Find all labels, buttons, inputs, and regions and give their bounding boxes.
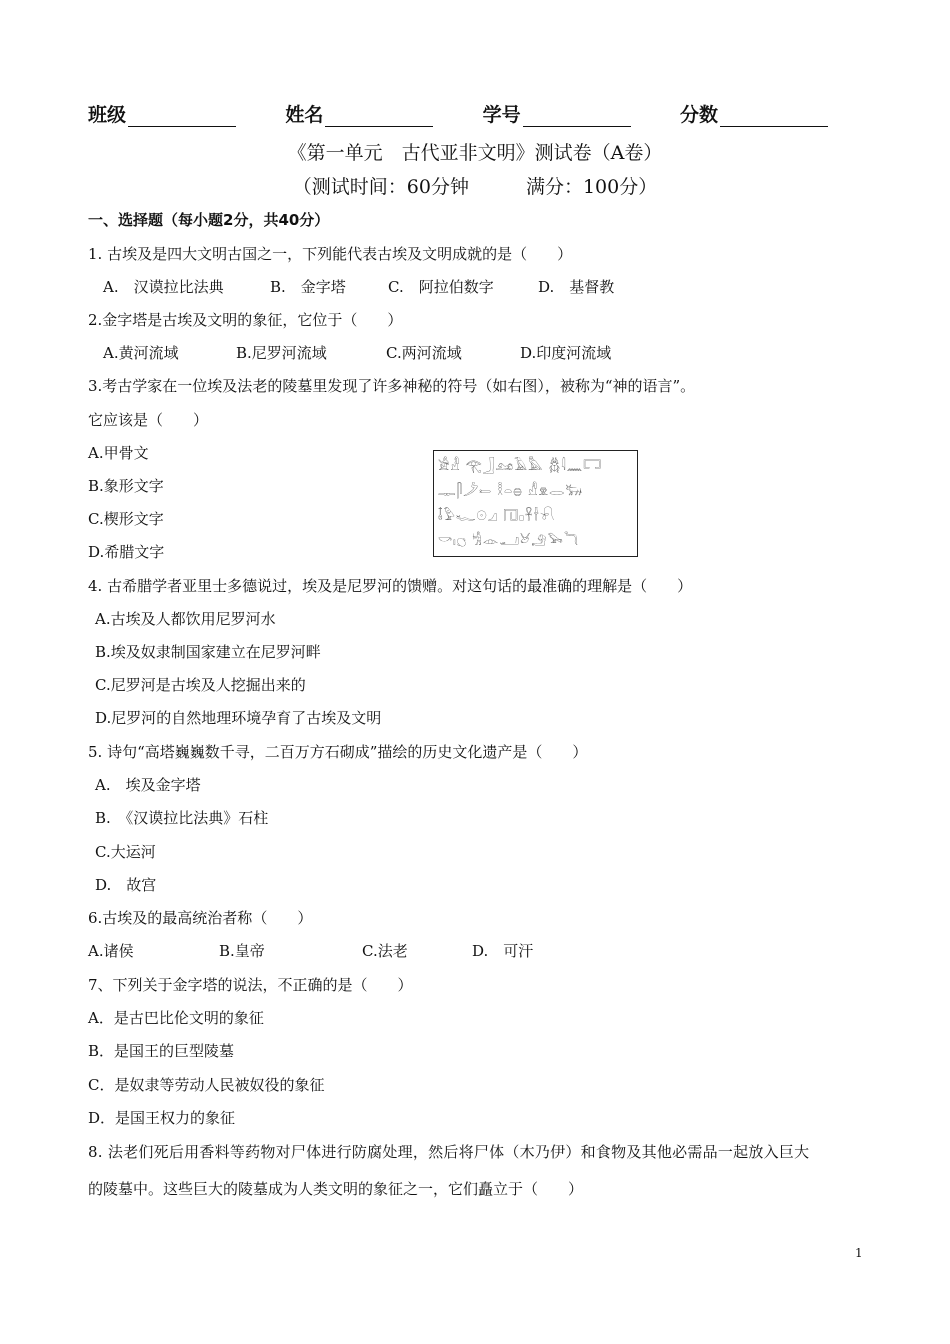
page-title: 《第一单元 古代亚非文明》测试卷（A卷） — [287, 142, 663, 164]
question-3-option-b[interactable]: B.象形文字 — [88, 477, 164, 495]
name-label: 姓名 — [285, 104, 324, 126]
question-7-option-b[interactable]: B．是国王的巨型陵墓 — [88, 1042, 235, 1060]
question-6-options — [88, 941, 533, 961]
question-1-stem: 1. 古埃及是四大文明古国之一，下列能代表古埃及文明成就的是（ ） — [88, 245, 573, 263]
hieroglyph-row: 𓀀𓁐 𓂀𓃀𓃭𓄿𓅓 𓆣𓇋𓈖𓉐 — [438, 459, 603, 474]
question-5-option-b[interactable]: B. 《汉谟拉比法典》石柱 — [95, 809, 269, 827]
page-subtitle: （测试时间：60分钟 满分：100分） — [292, 176, 658, 198]
question-7-option-a[interactable]: A．是古巴比伦文明的象征 — [88, 1009, 264, 1027]
id-label: 学号 — [482, 104, 521, 126]
hieroglyph-row: 𓎡𓏤𓐎 𓀜𓁹𓂝𓃾𓄂𓅨𓆓 — [438, 534, 579, 549]
question-3-option-d[interactable]: D.希腊文字 — [88, 543, 165, 561]
class-field — [88, 100, 236, 127]
student-info-header — [88, 100, 828, 127]
option-a[interactable]: A. 汉谟拉比法典 — [103, 278, 224, 296]
page-number: 1 — [855, 1246, 863, 1260]
hieroglyph-image — [433, 450, 638, 557]
question-4-option-c[interactable]: C.尼罗河是古埃及人挖掘出来的 — [95, 676, 306, 694]
question-3-option-c[interactable]: C.楔形文字 — [88, 510, 164, 528]
question-3-stem: 3.考古学家在一位埃及法老的陵墓里发现了许多神秘的符号（如右图），被称为“神的语言”。 — [88, 377, 696, 395]
question-5-stem: 5. 诗句“高塔巍巍数千寻，二百万方石砌成”描绘的历史文化遗产是（ ） — [88, 743, 588, 761]
question-3-option-a[interactable]: A.甲骨文 — [88, 444, 149, 462]
option-d[interactable]: D. 可汗 — [472, 942, 534, 960]
question-2-options — [103, 343, 611, 363]
option-d[interactable]: D.印度河流域 — [520, 344, 612, 362]
question-4-stem: 4. 古希腊学者亚里士多德说过，埃及是尼罗河的馈赠。对这句话的最准确的理解是（ ） — [88, 577, 693, 595]
question-5-option-a[interactable]: A. 埃及金字塔 — [95, 776, 201, 794]
option-b[interactable]: B.尼罗河流域 — [236, 344, 327, 362]
question-5-option-d[interactable]: D. 故宫 — [95, 876, 157, 894]
hieroglyph-row: 𓊃𓋴𓌳𓍿 𓎛𓏏𓐍 𓀭𓁷𓂋𓃒 — [438, 484, 583, 499]
hieroglyph-row: 𓄤𓅱𓆑𓇳𓈎 𓉔𓊪𓋹𓌂𓍯 — [438, 509, 556, 524]
question-7-option-d[interactable]: D．是国王权力的象征 — [88, 1109, 236, 1127]
option-a[interactable]: A.诸侯 — [88, 942, 134, 960]
class-blank[interactable] — [128, 106, 236, 127]
option-b[interactable]: B. 金字塔 — [270, 278, 346, 296]
name-blank[interactable] — [325, 106, 433, 127]
question-8-stem: 8. 法老们死后用香料等药物对尸体进行防腐处理，然后将尸体（木乃伊）和食物及其他必需品一起放入巨大 — [88, 1143, 810, 1161]
question-2-stem: 2.金字塔是古埃及文明的象征，它位于（ ） — [88, 311, 403, 329]
question-8-stem-cont: 的陵墓中。这些巨大的陵墓成为人类文明的象征之一，它们矗立于（ ） — [88, 1180, 584, 1198]
question-3-stem-cont: 它应该是（ ） — [88, 411, 209, 429]
question-7-option-c[interactable]: C．是奴隶等劳动人民被奴役的象征 — [88, 1076, 325, 1094]
id-field — [483, 100, 631, 127]
score-field — [680, 100, 828, 127]
question-4-option-a[interactable]: A.古埃及人都饮用尼罗河水 — [95, 610, 276, 628]
question-4-option-d[interactable]: D.尼罗河的自然地理环境孕育了古埃及文明 — [95, 709, 382, 727]
score-label: 分数 — [679, 104, 718, 126]
option-c[interactable]: C.两河流域 — [386, 344, 462, 362]
option-a[interactable]: A.黄河流域 — [103, 344, 179, 362]
option-d[interactable]: D. 基督教 — [538, 278, 615, 296]
option-b[interactable]: B.皇帝 — [219, 942, 265, 960]
question-1-options — [103, 277, 614, 297]
question-6-stem: 6.古埃及的最高统治者称（ ） — [88, 909, 313, 927]
section-heading: 一、选择题（每小题2分，共40分） — [88, 211, 330, 229]
option-c[interactable]: C.法老 — [362, 942, 408, 960]
name-field — [285, 100, 433, 127]
score-blank[interactable] — [720, 106, 828, 127]
question-7-stem: 7、下列关于金字塔的说法，不正确的是（ ） — [88, 976, 413, 994]
id-blank[interactable] — [523, 106, 631, 127]
question-4-option-b[interactable]: B.埃及奴隶制国家建立在尼罗河畔 — [95, 643, 321, 661]
question-5-option-c[interactable]: C.大运河 — [95, 843, 156, 861]
option-c[interactable]: C. 阿拉伯数字 — [388, 278, 494, 296]
class-label: 班级 — [88, 104, 127, 126]
